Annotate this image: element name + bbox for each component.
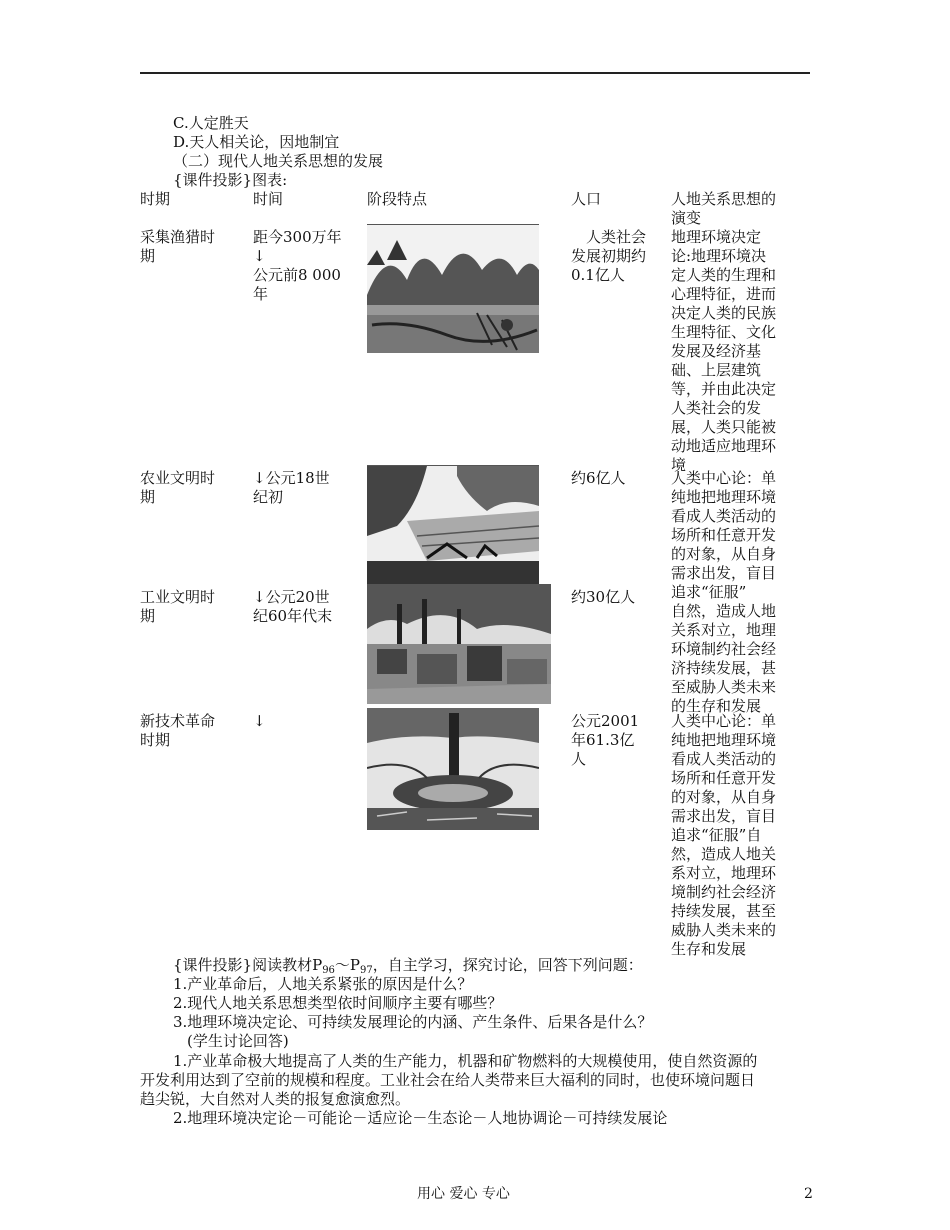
question-3: 3.地理环境决定论、可持续发展理论的内涵、产生条件、后果各是什么？ xyxy=(173,1013,653,1031)
discussion-label: (学生讨论回答) xyxy=(187,1032,289,1050)
row2-population: 约6亿人 xyxy=(571,469,626,487)
reading-task: {课件投影}阅读教材$P_{96}\sim P_{97}$，自主学习，探究讨论，回答下列问题： xyxy=(173,956,643,976)
industrial-city-image xyxy=(367,584,551,704)
row1-period: 采集渔猎时 期 xyxy=(140,228,216,265)
footer-motto: 用心 爱心 专心 xyxy=(417,1186,510,1202)
projection-chart-label: {课件投影}图表: xyxy=(173,171,288,189)
row3-period: 工业文明时 期 xyxy=(140,588,216,625)
table-header-population: 人口 xyxy=(571,190,602,208)
row4-time: ↓ xyxy=(253,712,266,730)
answer-2: 2.地理环境决定论－可能论－适应论－生态论－人地协调论－可持续发展论 xyxy=(173,1109,668,1127)
table-header-thought: 人地关系思想的 演变 xyxy=(671,190,777,227)
row1-thought: 地理环境决定 论:地理环境决 定人类的生理和 心理特征，进而 决定人类的民族 生理特征、文化 发展及经济基 础、上层建筑 等，并由此决定 人类社会的发 展，人类只能被 动地适应地理环 境 xyxy=(671,228,777,474)
futuristic-city-image xyxy=(367,708,539,830)
row1-population: 人类社会 发展初期约 0.1亿人 xyxy=(571,228,647,284)
row4-thought: 人类中心论：单 纯地把地理环境 看成人类活动的 场所和任意开发 的对象，从自身 需求出发，盲目 追求“征服”自 然，造成人地关 系对立，地理环 境制约社会经济 持续发展，甚至 威胁人类未来的 生存和发展 xyxy=(671,712,777,958)
answer-1-line-3: 趋尖锐，大自然对人类的报复愈演愈烈。 xyxy=(140,1090,411,1108)
hunting-gathering-image xyxy=(367,224,539,353)
option-d: D.天人相关论，因地制宜 xyxy=(173,133,340,151)
row4-population: 公元2001 年61.3亿 人 xyxy=(571,712,640,768)
table-header-period: 时期 xyxy=(140,190,171,208)
question-2: 2.现代人地关系思想类型依时间顺序主要有哪些？ xyxy=(173,994,503,1012)
answer-1-line-2: 开发利用达到了空前的规模和程度。工业社会在给人类带来巨大福利的同时，也使环境问题日 xyxy=(140,1071,756,1089)
row2-thought: 人类中心论：单 纯地把地理环境 看成人类活动的 场所和任意开发 的对象，从自身 需求出发，盲目 追求“征服” 自然，造成人地 关系对立，地理 环境制约社会经 济持续发展，甚 至威胁人类未来 的生存和发展 xyxy=(671,469,777,715)
row3-population: 约30亿人 xyxy=(571,588,636,606)
row2-time: ↓公元18世 纪初 xyxy=(253,469,330,506)
row4-period: 新技术革命 时期 xyxy=(140,712,216,749)
section-title: （二）现代人地关系思想的发展 xyxy=(173,152,384,170)
farming-image xyxy=(367,465,539,584)
question-1: 1.产业革命后，人地关系紧张的原因是什么？ xyxy=(173,975,473,993)
row3-time: ↓公元20世 纪60年代末 xyxy=(253,588,333,625)
row1-time: 距今300万年 ↓ 公元前8 000 年 xyxy=(253,228,342,303)
option-c: C.人定胜天 xyxy=(173,114,249,132)
table-header-time: 时间 xyxy=(253,190,284,208)
page-number: 2 xyxy=(804,1186,813,1202)
answer-1-line-1: 1.产业革命极大地提高了人类的生产能力，机器和矿物燃料的大规模使用，使自然资源的 xyxy=(173,1052,758,1070)
header-rule xyxy=(140,72,810,74)
table-header-features: 阶段特点 xyxy=(367,190,428,208)
row2-period: 农业文明时 期 xyxy=(140,469,216,506)
